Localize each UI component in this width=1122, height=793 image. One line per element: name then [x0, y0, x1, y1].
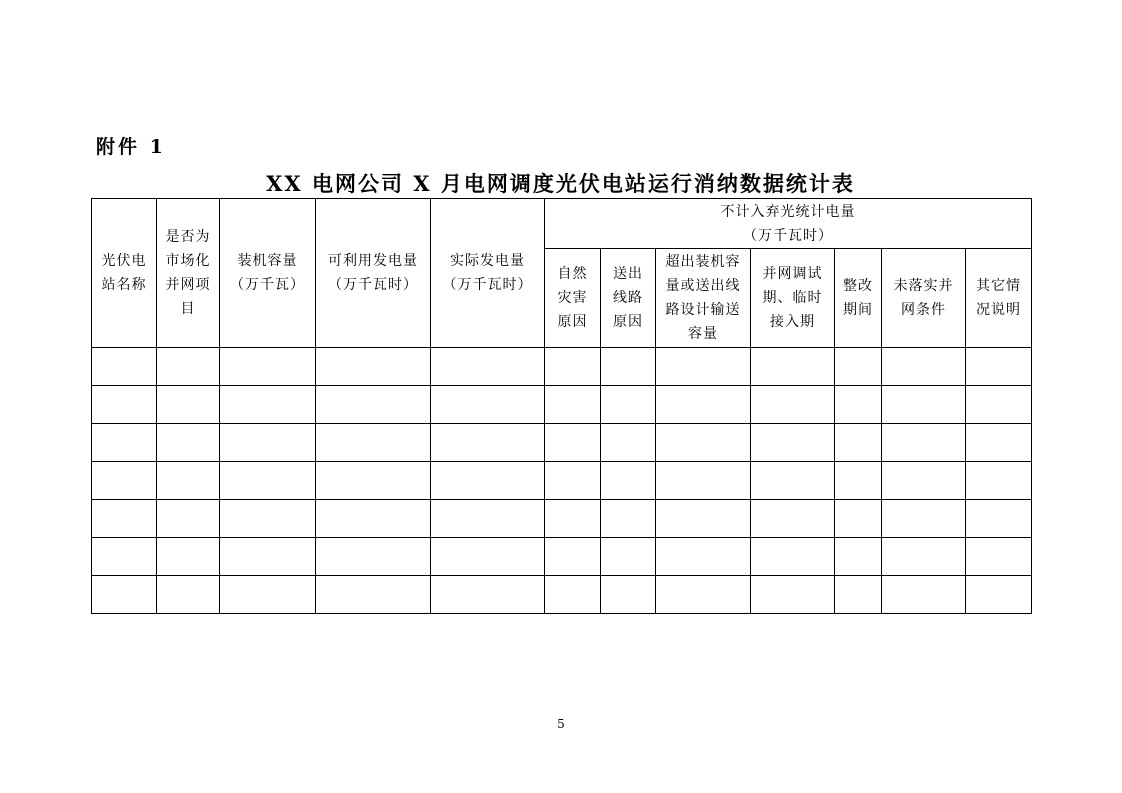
statistics-table	[91, 198, 1032, 614]
table-row	[92, 386, 1032, 424]
table-cell[interactable]	[835, 386, 882, 424]
table-cell[interactable]	[601, 462, 656, 500]
table-cell[interactable]	[751, 462, 835, 500]
table-cell[interactable]	[751, 500, 835, 538]
table-cell[interactable]	[157, 424, 220, 462]
subheader-grid-commissioning: 并网调试 期、临时 接入期	[751, 249, 835, 348]
table-cell[interactable]	[545, 386, 601, 424]
table-cell[interactable]	[431, 386, 545, 424]
table-cell[interactable]	[882, 462, 966, 500]
header-excluded-curtailment-group: 不计入弃光统计电量 （万千瓦时）	[545, 199, 1032, 249]
table-cell[interactable]	[157, 386, 220, 424]
table-cell[interactable]	[157, 538, 220, 576]
table-cell[interactable]	[601, 538, 656, 576]
subheader-exceed-capacity: 超出装机容 量或送出线 路设计输送 容量	[656, 249, 751, 348]
table-cell[interactable]	[656, 576, 751, 614]
table-row	[92, 576, 1032, 614]
table-cell[interactable]	[966, 500, 1032, 538]
table-cell[interactable]	[92, 386, 157, 424]
table-cell[interactable]	[835, 462, 882, 500]
table-cell[interactable]	[882, 500, 966, 538]
table-cell[interactable]	[92, 462, 157, 500]
table-cell[interactable]	[431, 424, 545, 462]
attachment-label: 附件 1	[96, 136, 166, 158]
table-cell[interactable]	[316, 576, 431, 614]
subheader-natural-disaster: 自然 灾害 原因	[545, 249, 601, 348]
table-cell[interactable]	[751, 348, 835, 386]
table-cell[interactable]	[220, 576, 316, 614]
table-cell[interactable]	[835, 538, 882, 576]
table-row	[92, 424, 1032, 462]
table-cell[interactable]	[316, 348, 431, 386]
table-cell[interactable]	[656, 348, 751, 386]
table-cell[interactable]	[966, 576, 1032, 614]
table-cell[interactable]	[966, 538, 1032, 576]
table-cell[interactable]	[751, 424, 835, 462]
table-cell[interactable]	[601, 386, 656, 424]
table-cell[interactable]	[882, 424, 966, 462]
table-cell[interactable]	[882, 538, 966, 576]
table-cell[interactable]	[656, 386, 751, 424]
header-installed-capacity: 装机容量 （万千瓦）	[220, 199, 316, 348]
table-cell[interactable]	[431, 348, 545, 386]
table-row	[92, 538, 1032, 576]
table-cell[interactable]	[92, 348, 157, 386]
header-market-project: 是否为 市场化 并网项 目	[157, 199, 220, 348]
table-cell[interactable]	[92, 424, 157, 462]
table-cell[interactable]	[431, 576, 545, 614]
table-cell[interactable]	[545, 424, 601, 462]
table-cell[interactable]	[835, 576, 882, 614]
table-cell[interactable]	[431, 462, 545, 500]
table-cell[interactable]	[316, 462, 431, 500]
subheader-transmission-line: 送出 线路 原因	[601, 249, 656, 348]
table-cell[interactable]	[545, 500, 601, 538]
subheader-rectification: 整改 期间	[835, 249, 882, 348]
header-row	[92, 199, 1032, 249]
table-cell[interactable]	[220, 348, 316, 386]
table-cell[interactable]	[545, 348, 601, 386]
table-cell[interactable]	[220, 424, 316, 462]
table-cell[interactable]	[966, 386, 1032, 424]
table-cell[interactable]	[601, 348, 656, 386]
table-cell[interactable]	[220, 386, 316, 424]
table-cell[interactable]	[601, 576, 656, 614]
table-cell[interactable]	[431, 538, 545, 576]
table-cell[interactable]	[220, 500, 316, 538]
table-cell[interactable]	[656, 538, 751, 576]
table-cell[interactable]	[751, 576, 835, 614]
table-cell[interactable]	[882, 576, 966, 614]
table-title: XX 电网公司 X 月电网调度光伏电站运行消纳数据统计表	[266, 171, 855, 196]
table-cell[interactable]	[316, 538, 431, 576]
table-row	[92, 462, 1032, 500]
table-cell[interactable]	[751, 386, 835, 424]
table-cell[interactable]	[431, 500, 545, 538]
header-available-generation: 可利用发电量 （万千瓦时）	[316, 199, 431, 348]
table-cell[interactable]	[92, 576, 157, 614]
table-cell[interactable]	[835, 424, 882, 462]
table-cell[interactable]	[316, 386, 431, 424]
table-cell[interactable]	[656, 500, 751, 538]
table-cell[interactable]	[157, 500, 220, 538]
table-cell[interactable]	[751, 538, 835, 576]
subheader-grid-conditions: 未落实并 网条件	[882, 249, 966, 348]
table-cell[interactable]	[92, 538, 157, 576]
table-cell[interactable]	[882, 348, 966, 386]
table-cell[interactable]	[966, 348, 1032, 386]
header-station-name: 光伏电 站名称	[92, 199, 157, 348]
table-cell[interactable]	[157, 462, 220, 500]
table-cell[interactable]	[656, 462, 751, 500]
table-cell[interactable]	[92, 500, 157, 538]
table-cell[interactable]	[601, 424, 656, 462]
table-cell[interactable]	[882, 386, 966, 424]
table-cell[interactable]	[656, 424, 751, 462]
table-cell[interactable]	[220, 462, 316, 500]
table-cell[interactable]	[966, 462, 1032, 500]
table-cell[interactable]	[157, 576, 220, 614]
table-cell[interactable]	[316, 500, 431, 538]
table-cell[interactable]	[157, 348, 220, 386]
table-cell[interactable]	[545, 576, 601, 614]
table-cell[interactable]	[835, 348, 882, 386]
table-cell[interactable]	[545, 462, 601, 500]
table-cell[interactable]	[545, 538, 601, 576]
table-row	[92, 348, 1032, 386]
page-number: 5	[557, 717, 565, 731]
header-actual-generation: 实际发电量 （万千瓦时）	[431, 199, 545, 348]
table-cell[interactable]	[220, 538, 316, 576]
table-row	[92, 500, 1032, 538]
table-cell[interactable]	[316, 424, 431, 462]
table-cell[interactable]	[601, 500, 656, 538]
table-cell[interactable]	[966, 424, 1032, 462]
table-cell[interactable]	[835, 500, 882, 538]
subheader-other-notes: 其它情 况说明	[966, 249, 1032, 348]
